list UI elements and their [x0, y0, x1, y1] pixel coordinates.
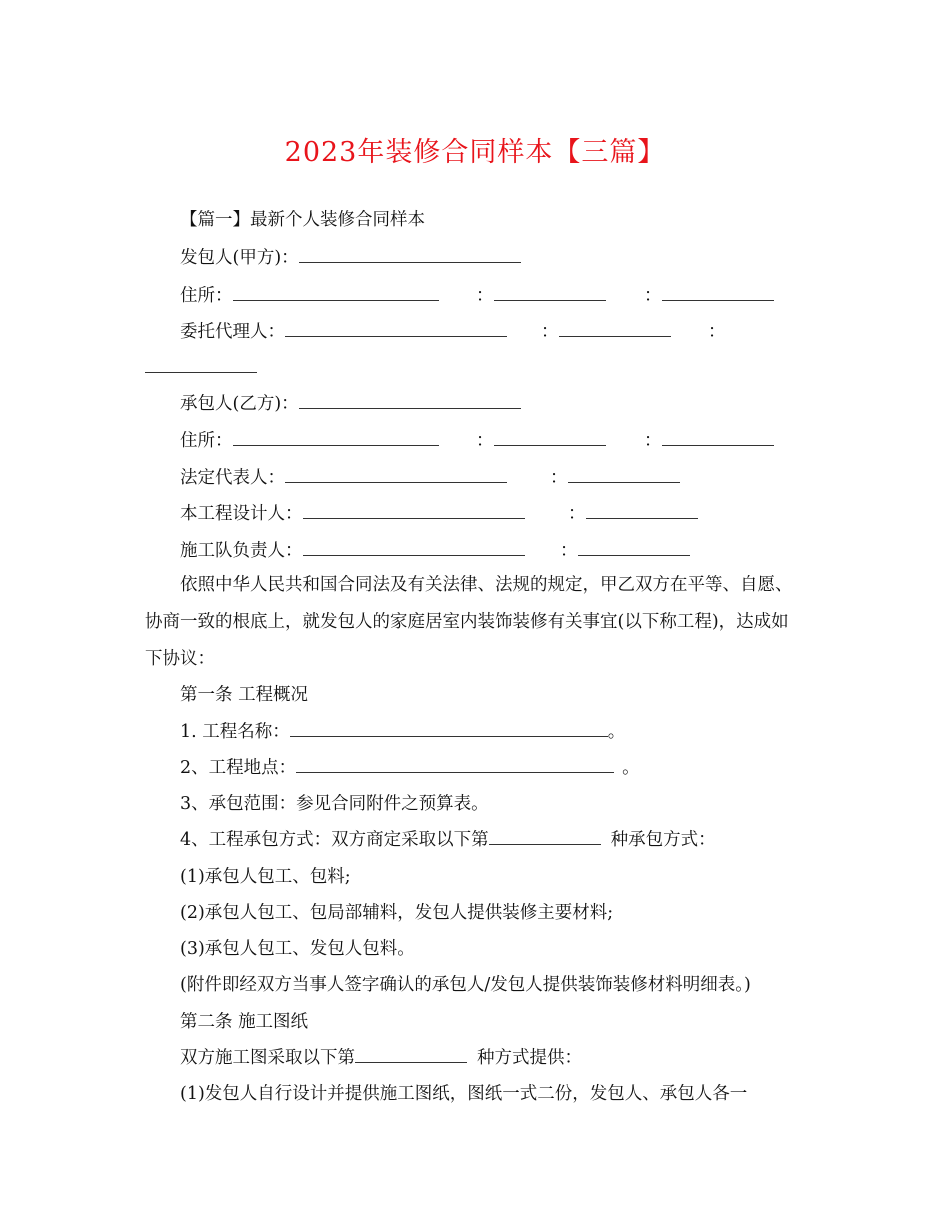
address-blank[interactable] [233, 284, 439, 301]
designer-blank[interactable] [303, 502, 525, 519]
party-a-label: 发包人(甲方)： [180, 248, 299, 268]
colon-label: ： [476, 431, 494, 451]
article1-option3: (3)承包人包工、发包人包料。 [180, 939, 415, 959]
party-b-address-field3 [644, 429, 774, 453]
article2-heading: 第二条 施工图纸 [180, 1012, 309, 1032]
designer-blank-2[interactable] [586, 502, 698, 519]
address-blank[interactable] [233, 429, 439, 446]
article1-item4 [180, 828, 716, 852]
period: 。 [607, 722, 626, 742]
project-location-blank[interactable] [296, 756, 614, 773]
article1-note: (附件即经双方当事人签字确认的承包人/发包人提供装饰装修材料明细表。) [180, 975, 751, 995]
agent-label: 委托代理人： [180, 322, 285, 342]
article1-item3: 3、承包范围：参见合同附件之预算表。 [180, 794, 489, 814]
agent-blank-3[interactable] [145, 356, 257, 373]
colon-label: ： [568, 504, 586, 524]
legal-rep-line [180, 466, 507, 490]
contract-method-label: 4、工程承包方式：双方商定采取以下第 [180, 830, 489, 850]
party-b-address-line [180, 429, 439, 453]
colon-label: ： [708, 322, 726, 342]
article1-option2: (2)承包人包工、包局部辅料，发包人提供装修主要材料; [180, 903, 614, 923]
project-location-label: 2、工程地点： [180, 758, 297, 778]
party-a-address-field2 [476, 284, 606, 308]
project-name-blank[interactable] [290, 720, 608, 737]
party-b-line [180, 392, 521, 416]
legal-rep-field2 [550, 466, 680, 490]
party-a-blank[interactable] [299, 246, 521, 263]
drawing-method-label: 双方施工图采取以下第 [180, 1048, 355, 1068]
project-name-label: 1. 工程名称： [180, 722, 290, 742]
colon-label: ： [541, 322, 559, 342]
colon-label: ： [644, 286, 662, 306]
address-blank-2[interactable] [494, 284, 606, 301]
agent-field2 [541, 320, 671, 344]
colon-label: ： [644, 431, 662, 451]
section-heading: 【篇一】最新个人装修合同样本 [180, 210, 425, 230]
address-blank-3[interactable] [662, 429, 774, 446]
article1-heading: 第一条 工程概况 [180, 685, 309, 705]
designer-label: 本工程设计人： [180, 504, 303, 524]
article1-option1: (1)承包人包工、包料; [180, 867, 351, 887]
legal-rep-blank[interactable] [285, 466, 507, 483]
party-b-address-field2 [476, 429, 606, 453]
address-blank-3[interactable] [662, 284, 774, 301]
team-leader-field2 [560, 539, 690, 563]
agent-line [180, 320, 507, 344]
team-leader-line [180, 539, 525, 563]
designer-line [180, 502, 525, 526]
drawing-method-suffix: 种方式提供： [477, 1048, 582, 1068]
designer-field2 [568, 502, 698, 526]
team-leader-blank-2[interactable] [578, 539, 690, 556]
agent-blank-2[interactable] [559, 320, 671, 337]
agent-blank[interactable] [285, 320, 507, 337]
article2-option1: (1)发包人自行设计并提供施工图纸，图纸一式二份，发包人、承包人各一 [180, 1084, 748, 1104]
colon-label: ： [560, 541, 578, 561]
party-a-address-field3 [644, 284, 774, 308]
contract-method-suffix: 种承包方式： [610, 830, 716, 850]
colon-label: ： [476, 286, 494, 306]
party-a-line [180, 246, 521, 270]
team-leader-label: 施工队负责人： [180, 541, 303, 561]
article1-item1 [180, 720, 625, 744]
legal-rep-blank-2[interactable] [568, 466, 680, 483]
contract-method-blank[interactable] [489, 828, 601, 845]
address-blank-2[interactable] [494, 429, 606, 446]
party-b-blank[interactable] [299, 392, 521, 409]
drawing-method-blank[interactable] [355, 1046, 467, 1063]
article2-line1 [180, 1046, 582, 1070]
party-b-label: 承包人(乙方)： [180, 394, 299, 414]
legal-rep-label: 法定代表人： [180, 468, 285, 488]
period: 。 [622, 758, 640, 778]
address-label: 住所： [180, 431, 233, 451]
party-a-address-line [180, 284, 439, 308]
agent-field3 [708, 320, 726, 344]
intro-paragraph: 依照中华人民共和国合同法及有关法律、法规的规定，甲乙双方在平等、自愿、协商一致的根底上，就发包人的家庭居室内装饰装修有关事宜(以下称工程)，达成如下协议： [145, 575, 793, 669]
agent-field3-continued [145, 356, 257, 380]
article1-item2 [180, 756, 640, 780]
team-leader-blank[interactable] [303, 539, 525, 556]
address-label: 住所： [180, 286, 233, 306]
document-title: 2023年装修合同样本【三篇】 [284, 137, 666, 168]
colon-label: ： [550, 468, 568, 488]
